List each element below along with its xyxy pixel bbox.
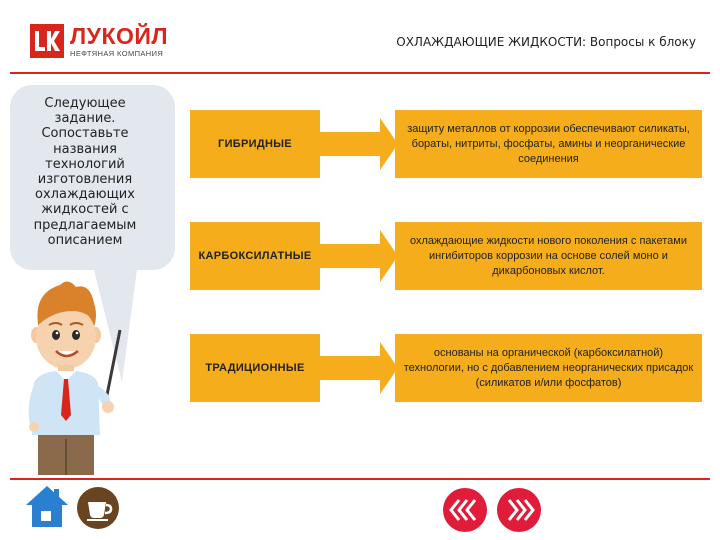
technology-label-traditional[interactable]: ТРАДИЦИОННЫЕ — [190, 334, 320, 402]
logo-subtitle: НЕФТЯНАЯ КОМПАНИЯ — [70, 49, 164, 58]
arrow-icon — [320, 334, 398, 402]
back-chevrons-icon — [443, 488, 487, 532]
logo-name: ЛУКОЙЛ — [70, 23, 169, 49]
technology-label-carboxylate[interactable]: КАРБОКСИЛАТНЫЕ — [190, 222, 320, 290]
coffee-cup-icon — [77, 487, 119, 529]
description-box-1[interactable]: защиту металлов от коррозии обеспечивают силикаты, бораты, нитриты, фосфаты, амины и неорганические соединения — [395, 110, 702, 178]
lukoil-logo-icon — [30, 24, 64, 58]
home-icon[interactable] — [24, 483, 70, 529]
arrow-icon — [320, 110, 398, 178]
description-box-3[interactable]: основаны на органической (карбоксилатной) технологии, но с добавлением неорганических присадок (силикатов и/или фосфатов) — [395, 334, 702, 402]
instruction-text: Следующее задание. Сопоставьте названия технологий изготовления охлаждающих жидкостей с предлагаемым описанием — [33, 96, 137, 248]
arrow-icon — [320, 222, 398, 290]
footer-divider — [10, 478, 710, 480]
forward-chevrons-icon — [497, 488, 541, 532]
forward-button[interactable] — [497, 488, 541, 532]
lukoil-logo — [30, 24, 168, 58]
back-button[interactable] — [443, 488, 487, 532]
teacher-illustration — [20, 275, 160, 475]
description-box-2[interactable]: охлаждающие жидкости нового поколения с пакетами ингибиторов коррозии на основе солей моно и дикарбоновых кислот. — [395, 222, 702, 290]
technology-label-hybrid[interactable]: ГИБРИДНЫЕ — [190, 110, 320, 178]
page-title: ОХЛАЖДАЮЩИЕ ЖИДКОСТИ: Вопросы к блоку — [396, 35, 696, 49]
header-divider — [10, 72, 710, 74]
coffee-cup-button[interactable] — [77, 487, 119, 529]
